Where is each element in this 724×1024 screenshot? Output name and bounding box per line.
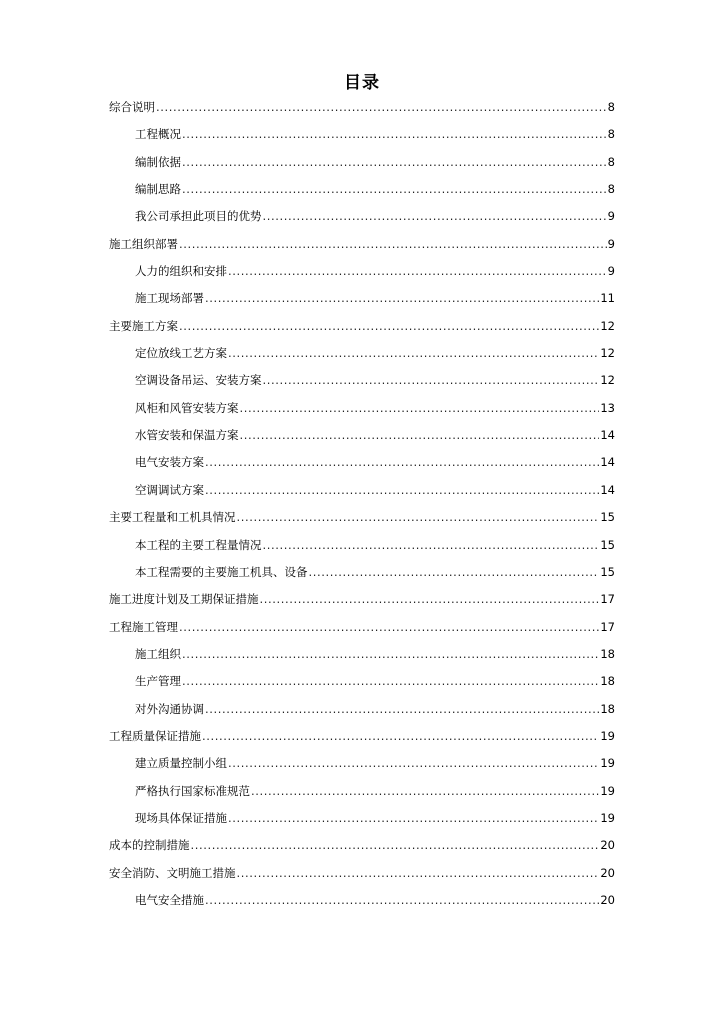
toc-dot-leader xyxy=(228,340,599,367)
toc-entry-section[interactable] xyxy=(109,477,615,504)
toc-dot-leader xyxy=(205,696,599,723)
toc-entry-chapter[interactable] xyxy=(109,832,615,859)
toc-page-number: 8 xyxy=(607,127,615,142)
toc-page-number: 19 xyxy=(600,783,615,798)
toc-page-number: 19 xyxy=(600,728,615,743)
toc-entry-text: 我公司承担此项目的优势 xyxy=(135,209,262,224)
toc-entry-text: 编制思路 xyxy=(135,182,181,197)
toc-entry-section[interactable] xyxy=(109,149,615,176)
toc-dot-leader xyxy=(237,860,600,887)
toc-dot-leader xyxy=(205,285,599,312)
toc-entry-section[interactable] xyxy=(109,176,615,203)
toc-entry-section[interactable] xyxy=(109,750,615,777)
toc-list xyxy=(109,94,615,914)
toc-page-number: 8 xyxy=(607,154,615,169)
toc-page-number: 15 xyxy=(600,564,615,579)
toc-entry-text: 主要施工方案 xyxy=(109,318,178,333)
toc-page-number: 18 xyxy=(600,701,615,716)
toc-dot-leader xyxy=(179,313,599,340)
toc-entry-section[interactable] xyxy=(109,778,615,805)
toc-page-number: 14 xyxy=(600,428,615,443)
toc-entry-text: 人力的组织和安排 xyxy=(135,264,227,279)
toc-entry-text: 水管安装和保温方案 xyxy=(135,428,239,443)
toc-dot-leader xyxy=(263,367,600,394)
toc-page-number: 14 xyxy=(600,482,615,497)
toc-entry-text: 施工组织 xyxy=(135,646,181,661)
toc-entry-text: 空调设备吊运、安装方案 xyxy=(135,373,262,388)
toc-page-number: 18 xyxy=(600,674,615,689)
toc-entry-section[interactable] xyxy=(109,422,615,449)
toc-entry-text: 施工组织部署 xyxy=(109,236,178,251)
toc-entry-text: 建立质量控制小组 xyxy=(135,756,227,771)
toc-entry-section[interactable] xyxy=(109,395,615,422)
toc-entry-section[interactable] xyxy=(109,258,615,285)
toc-entry-section[interactable] xyxy=(109,641,615,668)
page-title: 目录 xyxy=(344,73,380,93)
toc-entry-chapter[interactable] xyxy=(109,231,615,258)
toc-dot-leader xyxy=(240,422,600,449)
toc-dot-leader xyxy=(182,176,607,203)
toc-entry-text: 成本的控制措施 xyxy=(109,838,190,853)
toc-entry-chapter[interactable] xyxy=(109,586,615,613)
toc-entry-text: 电气安装方案 xyxy=(135,455,204,470)
toc-entry-text: 主要工程量和工机具情况 xyxy=(109,510,236,525)
toc-page-number: 13 xyxy=(600,400,615,415)
toc-dot-leader xyxy=(182,668,599,695)
toc-page-number: 14 xyxy=(600,455,615,470)
toc-dot-leader xyxy=(182,641,599,668)
toc-entry-text: 空调调试方案 xyxy=(135,482,204,497)
toc-page-number: 8 xyxy=(607,182,615,197)
toc-dot-leader xyxy=(228,805,599,832)
toc-dot-leader xyxy=(205,887,599,914)
toc-entry-text: 综合说明 xyxy=(109,100,155,114)
toc-dot-leader xyxy=(191,832,600,859)
toc-dot-leader xyxy=(251,778,599,805)
toc-entry-section[interactable] xyxy=(109,121,615,148)
toc-entry-text: 生产管理 xyxy=(135,674,181,689)
toc-dot-leader xyxy=(240,395,600,422)
toc-entry-text: 现场具体保证措施 xyxy=(135,810,227,825)
toc-entry-section[interactable] xyxy=(109,449,615,476)
toc-entry-text: 本工程的主要工程量情况 xyxy=(135,537,262,552)
toc-page-number: 19 xyxy=(600,810,615,825)
toc-entry-section[interactable] xyxy=(109,532,615,559)
toc-dot-leader xyxy=(237,504,600,531)
toc-dot-leader xyxy=(263,203,607,230)
toc-page-number: 8 xyxy=(607,100,615,114)
toc-entry-text: 工程概况 xyxy=(135,127,181,142)
toc-page-number: 20 xyxy=(600,865,615,880)
toc-dot-leader xyxy=(263,532,600,559)
toc-page-number: 20 xyxy=(600,838,615,853)
toc-dot-leader xyxy=(228,750,599,777)
toc-entry-section[interactable] xyxy=(109,887,615,914)
toc-dot-leader xyxy=(179,614,599,641)
toc-dot-leader xyxy=(309,559,600,586)
toc-entry-text: 施工现场部署 xyxy=(135,291,204,306)
toc-entry-text: 工程质量保证措施 xyxy=(109,728,201,743)
toc-page-number: 17 xyxy=(600,619,615,634)
toc-dot-leader xyxy=(205,449,599,476)
toc-page-number: 12 xyxy=(600,318,615,333)
toc-entry-text: 严格执行国家标准规范 xyxy=(135,783,250,798)
toc-entry-chapter[interactable] xyxy=(109,614,615,641)
toc-entry-text: 施工进度计划及工期保证措施 xyxy=(109,592,259,607)
toc-entry-text: 安全消防、文明施工措施 xyxy=(109,865,236,880)
toc-page-number: 20 xyxy=(600,892,615,907)
toc-entry-chapter[interactable] xyxy=(109,313,615,340)
toc-entry-text: 编制依据 xyxy=(135,154,181,169)
toc-entry-chapter[interactable] xyxy=(109,94,615,121)
toc-page-number: 15 xyxy=(600,510,615,525)
toc-dot-leader xyxy=(182,121,607,148)
toc-entry-section[interactable] xyxy=(109,805,615,832)
toc-page-number: 19 xyxy=(600,756,615,771)
toc-dot-leader xyxy=(205,477,599,504)
toc-page-number: 12 xyxy=(600,373,615,388)
toc-dot-leader xyxy=(202,723,599,750)
toc-entry-text: 对外沟通协调 xyxy=(135,701,204,716)
toc-page-number: 11 xyxy=(600,291,615,306)
toc-entry-section[interactable] xyxy=(109,285,615,312)
toc-page-number: 15 xyxy=(600,537,615,552)
toc-entry-section[interactable] xyxy=(109,340,615,367)
toc-dot-leader xyxy=(156,94,607,121)
toc-entry-text: 定位放线工艺方案 xyxy=(135,346,227,361)
toc-entry-chapter[interactable] xyxy=(109,723,615,750)
toc-page-number: 12 xyxy=(600,346,615,361)
toc-entry-chapter[interactable] xyxy=(109,504,615,531)
toc-entry-section[interactable] xyxy=(109,203,615,230)
toc-entry-text: 电气安全措施 xyxy=(135,892,204,907)
toc-page-number: 9 xyxy=(607,209,615,224)
toc-dot-leader xyxy=(260,586,600,613)
toc-page-number: 17 xyxy=(600,592,615,607)
toc-page-number: 18 xyxy=(600,646,615,661)
toc-page-number: 9 xyxy=(607,236,615,251)
toc-entry-text: 本工程需要的主要施工机具、设备 xyxy=(135,564,308,579)
toc-entry-section[interactable] xyxy=(109,367,615,394)
toc-entry-text: 风柜和风管安装方案 xyxy=(135,400,239,415)
toc-entry-section[interactable] xyxy=(109,559,615,586)
toc-page-number: 9 xyxy=(607,264,615,279)
toc-entry-section[interactable] xyxy=(109,668,615,695)
toc-entry-chapter[interactable] xyxy=(109,860,615,887)
toc-dot-leader xyxy=(182,149,607,176)
toc-dot-leader xyxy=(228,258,607,285)
toc-entry-section[interactable] xyxy=(109,696,615,723)
toc-entry-text: 工程施工管理 xyxy=(109,619,178,634)
toc-dot-leader xyxy=(179,231,607,258)
